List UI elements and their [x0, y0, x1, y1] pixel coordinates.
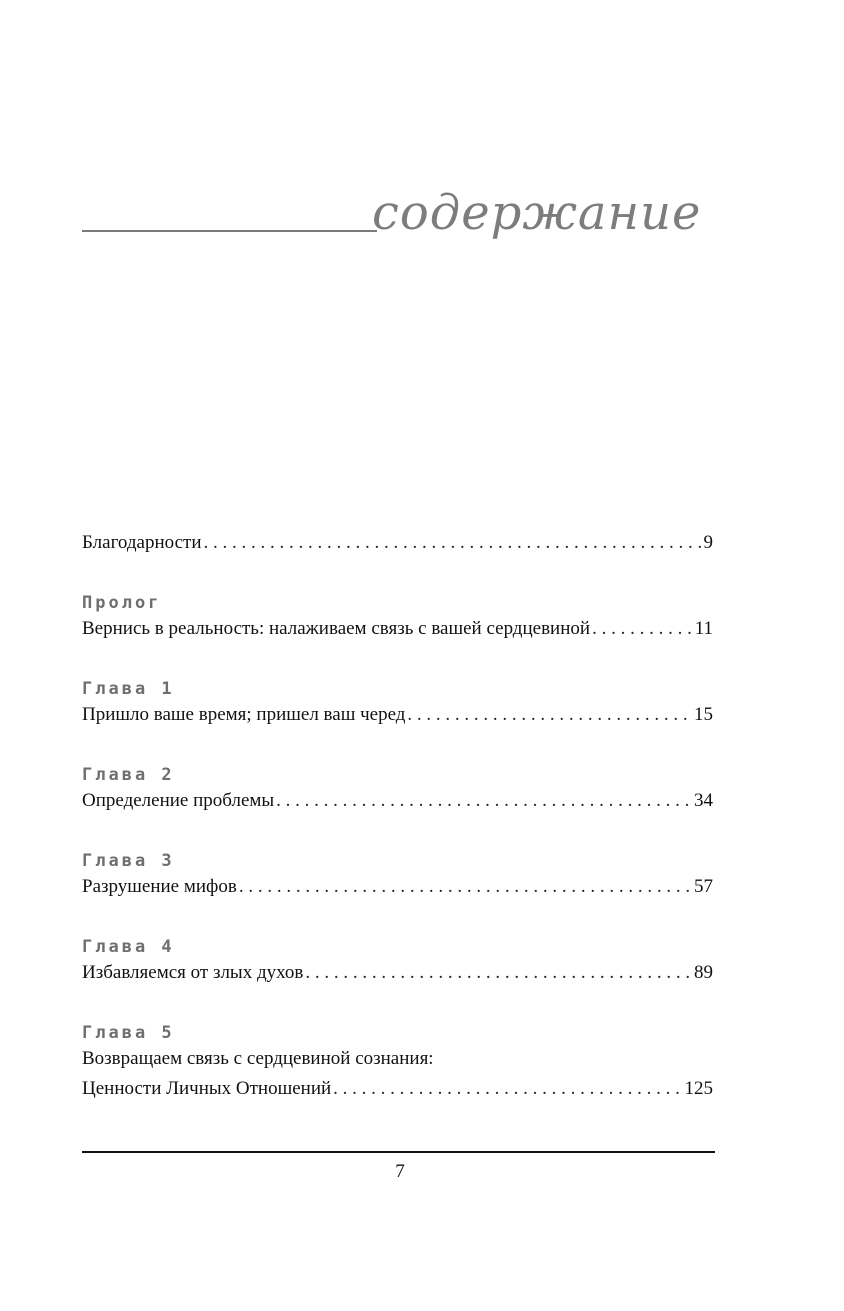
toc-line: [82, 786, 713, 816]
page-title: содержание: [372, 185, 702, 241]
section-label: Глава 2: [82, 765, 175, 785]
dot-leader: [276, 786, 692, 816]
toc-entry-chapter-4[interactable]: [82, 936, 713, 988]
toc-line: [82, 700, 713, 730]
toc-line: [82, 958, 713, 988]
contents-header: [82, 185, 722, 255]
page-number: 7: [395, 1161, 405, 1182]
toc-entry-chapter-2[interactable]: [82, 764, 713, 816]
toc-entry-acknowledgements[interactable]: [82, 528, 713, 558]
section-label: Глава 4: [82, 937, 175, 957]
toc-entry-title-line-2: Ценности Личных Отношений: [82, 1078, 332, 1099]
toc-page-number: 89: [694, 962, 713, 983]
toc-page-number: 11: [694, 618, 713, 639]
section-label: Глава 5: [82, 1023, 175, 1043]
toc-page-number: 57: [694, 876, 713, 897]
toc-page-number: 9: [703, 532, 713, 553]
toc-entry-chapter-3[interactable]: [82, 850, 713, 902]
dot-leader: [305, 958, 692, 988]
dot-leader: [204, 528, 702, 558]
dot-leader: [333, 1074, 682, 1104]
dot-leader: [239, 872, 692, 902]
toc-page-number: 15: [694, 704, 713, 725]
section-label: Глава 1: [82, 679, 175, 699]
toc-entry-title: Разрушение мифов: [82, 876, 237, 897]
toc-line: [82, 1074, 713, 1104]
toc-entry-title-line-1: Возвращаем связь с сердцевиной сознания:: [82, 1048, 434, 1069]
toc-entry-title: Определение проблемы: [82, 790, 275, 811]
toc-line: [82, 528, 713, 558]
toc-page-number: 34: [694, 790, 713, 811]
title-rule: [82, 230, 377, 232]
toc-entry-chapter-5[interactable]: [82, 1022, 713, 1104]
section-label: Пролог: [82, 593, 162, 613]
toc-entry-chapter-1[interactable]: [82, 678, 713, 730]
toc-entry-title: Благодарности: [82, 532, 202, 553]
toc-line: [82, 1044, 713, 1074]
toc-entry-title: Пришло ваше время; пришел ваш черед: [82, 704, 406, 725]
section-label: Глава 3: [82, 851, 175, 871]
toc-entry-prologue[interactable]: [82, 592, 713, 644]
dot-leader: [407, 700, 692, 730]
footer-rule: [82, 1151, 715, 1153]
toc-line: [82, 614, 713, 644]
dot-leader: [592, 614, 693, 644]
toc-entry-title: Вернись в реальность: налаживаем связь с вашей сердцевиной: [82, 618, 591, 639]
table-of-contents: [82, 528, 713, 1104]
toc-page-number: 125: [684, 1078, 713, 1099]
toc-entry-title: Избавляемся от злых духов: [82, 962, 304, 983]
toc-line: [82, 872, 713, 902]
